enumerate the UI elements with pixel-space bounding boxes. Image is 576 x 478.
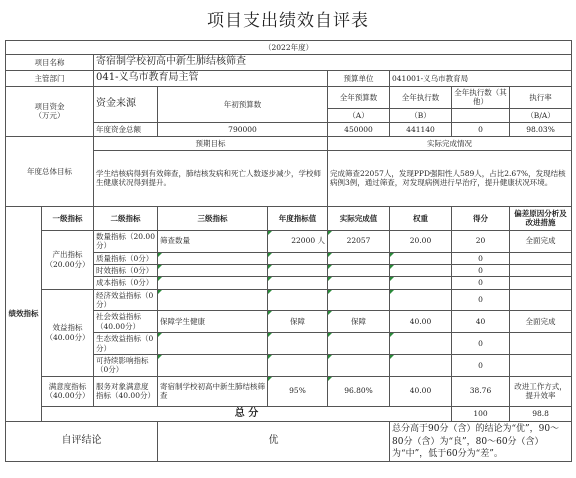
total-label: 总 分 — [42, 406, 452, 422]
perf-row-score: 40 — [452, 311, 510, 333]
funds-annual-value: 450000 — [328, 122, 390, 136]
perf-row-l2: 经济效益指标（0分） — [94, 289, 158, 311]
satisfaction-indicator-label: 满意度指标 （40.00分） — [42, 376, 94, 406]
perf-row-reason — [510, 252, 572, 264]
perf-row-reason — [510, 289, 572, 311]
funds-blank-label — [452, 108, 510, 122]
perf-row-l3: 筛查数量 — [158, 230, 268, 252]
perf-row-weight: 20.00 — [390, 230, 452, 252]
project-name-value: 寄宿制学校初高中新生肺结核筛查 — [94, 55, 572, 71]
funds-other-header: 全年执行数（其他） — [452, 87, 510, 109]
perf-row-l2: 成本指标（0分） — [94, 277, 158, 289]
goals-actual-text: 完成筛查22057人，发现PPD强阳性人589人，占比2.67%，发现结核病例3例，通过筛查，对发现病例进行早治疗，提升健康状况环境。 — [328, 150, 572, 206]
perf-row-actual: 22057 — [328, 230, 390, 252]
perf-row-l2: 质量指标（0分） — [94, 252, 158, 264]
funds-a-label: （A） — [328, 108, 390, 122]
perf-row-actual — [328, 252, 390, 264]
perf-row-reason: 改进工作方式，提升效率 — [510, 376, 572, 406]
budget-unit-label: 预算单位 — [328, 71, 390, 87]
perf-row-reason — [510, 333, 572, 355]
perf-row-score: 38.76 — [452, 376, 510, 406]
perf-col-reason: 偏差原因分析及改进措施 — [510, 206, 572, 230]
page-title: 项目支出绩效自评表 — [207, 11, 369, 31]
funds-rate-value: 98.03% — [510, 122, 572, 136]
perf-row-l2: 生态效益指标（0分） — [94, 333, 158, 355]
year-label: （2022年度） — [6, 41, 572, 55]
funds-initial-value: 790000 — [158, 122, 328, 136]
perf-row-weight — [390, 333, 452, 355]
perf-row-actual — [328, 289, 390, 311]
funds-label: 项目资金 （万元） — [6, 87, 94, 137]
perf-row-actual — [328, 264, 390, 276]
goals-expected-header: 预期目标 — [94, 136, 328, 150]
perf-group-label: 绩效指标 — [6, 206, 42, 421]
dept-label: 主管部门 — [6, 71, 94, 87]
perf-row-l3: 保障学生健康 — [158, 311, 268, 333]
perf-row-score: 0 — [452, 333, 510, 355]
benefit-indicator-label: 效益指标 （40.00分） — [42, 289, 94, 376]
perf-row-reason: 全面完成 — [510, 230, 572, 252]
perf-row-weight — [390, 354, 452, 376]
perf-col-l1: 一级指标 — [42, 206, 94, 230]
perf-row-score: 0 — [452, 264, 510, 276]
perf-row-target — [268, 277, 328, 289]
perf-row-weight: 40.00 — [390, 376, 452, 406]
perf-row-reason — [510, 264, 572, 276]
perf-row-reason — [510, 354, 572, 376]
perf-row-reason: 全面完成 — [510, 311, 572, 333]
conclusion-grade: 优 — [158, 422, 390, 462]
perf-row-actual — [328, 277, 390, 289]
perf-col-l2: 二级指标 — [94, 206, 158, 230]
perf-row-weight — [390, 277, 452, 289]
perf-row-actual — [328, 333, 390, 355]
goals-actual-header: 实际完成情况 — [328, 136, 572, 150]
perf-row-weight — [390, 264, 452, 276]
output-indicator-label: 产出指标 （20.00分） — [42, 230, 94, 289]
perf-row-l3: 寄宿制学校初高中新生肺结核筛查 — [158, 376, 268, 406]
perf-row-l3 — [158, 354, 268, 376]
perf-row-weight: 40.00 — [390, 311, 452, 333]
total-score: 98.8 — [510, 406, 572, 422]
perf-row-weight — [390, 289, 452, 311]
perf-row-l3 — [158, 252, 268, 264]
funds-executed-value: 441140 — [390, 122, 452, 136]
perf-row-l2: 可持续影响指标（0分） — [94, 354, 158, 376]
perf-col-actual: 实际完成值 — [328, 206, 390, 230]
conclusion-label: 自评结论 — [6, 422, 158, 462]
perf-row-score: 0 — [452, 289, 510, 311]
perf-col-weight: 权重 — [390, 206, 452, 230]
dept-value: 041-义乌市教育局主管 — [94, 71, 328, 87]
funds-row-label: 年度资金总额 — [94, 122, 158, 136]
funds-initial-header: 年初预算数 — [158, 87, 328, 123]
funds-other-value: 0 — [452, 122, 510, 136]
perf-row-target — [268, 264, 328, 276]
perf-row-score: 0 — [452, 252, 510, 264]
perf-row-weight — [390, 252, 452, 264]
funds-b-label: （B） — [390, 108, 452, 122]
perf-row-l3 — [158, 277, 268, 289]
perf-row-target: 保障 — [268, 311, 328, 333]
perf-row-actual: 96.80% — [328, 376, 390, 406]
funds-source-header: 资金来源 — [94, 87, 158, 123]
perf-row-target — [268, 289, 328, 311]
budget-unit-value: 041001-义乌市教育局 — [390, 71, 572, 87]
perf-col-l3: 三级指标 — [158, 206, 268, 230]
goals-label: 年度总体目标 — [6, 136, 94, 206]
perf-row-target — [268, 252, 328, 264]
project-name-label: 项目名称 — [6, 55, 94, 71]
perf-col-score: 得分 — [452, 206, 510, 230]
perf-row-actual — [328, 354, 390, 376]
perf-row-reason — [510, 277, 572, 289]
perf-row-l2: 数量指标（20.00分） — [94, 230, 158, 252]
funds-annual-header: 全年预算数 — [328, 87, 390, 109]
evaluation-table — [5, 40, 572, 462]
funds-rate-header: 执行率 — [510, 87, 572, 109]
perf-row-actual: 保障 — [328, 311, 390, 333]
perf-row-l2: 时效指标（0分） — [94, 264, 158, 276]
perf-row-target — [268, 354, 328, 376]
perf-row-l3 — [158, 289, 268, 311]
perf-row-target — [268, 333, 328, 355]
perf-col-target: 年度指标值 — [268, 206, 328, 230]
total-weight: 100 — [452, 406, 510, 422]
perf-row-l3 — [158, 333, 268, 355]
perf-row-l2: 服务对象满意度指标（40.00分） — [94, 376, 158, 406]
perf-row-l3 — [158, 264, 268, 276]
perf-row-score: 0 — [452, 354, 510, 376]
perf-row-target: 95% — [268, 376, 328, 406]
funds-executed-header: 全年执行数 — [390, 87, 452, 109]
perf-row-target: 22000 人 — [268, 230, 328, 252]
funds-ba-label: （B/A） — [510, 108, 572, 122]
perf-row-score: 0 — [452, 277, 510, 289]
perf-row-score: 20 — [452, 230, 510, 252]
goals-expected-text: 学生结核病得到有效筛查，肺结核发病和死亡人数逐步减少，学校师生健康状况得到提升。 — [94, 150, 328, 206]
conclusion-note: 总分高于90分（含）的结论为“优”，90～80分（含）为“良”，80～60分（含）为“中”，低于60分为“差”。 — [390, 422, 572, 462]
perf-row-l2: 社会效益指标（40.00分） — [94, 311, 158, 333]
